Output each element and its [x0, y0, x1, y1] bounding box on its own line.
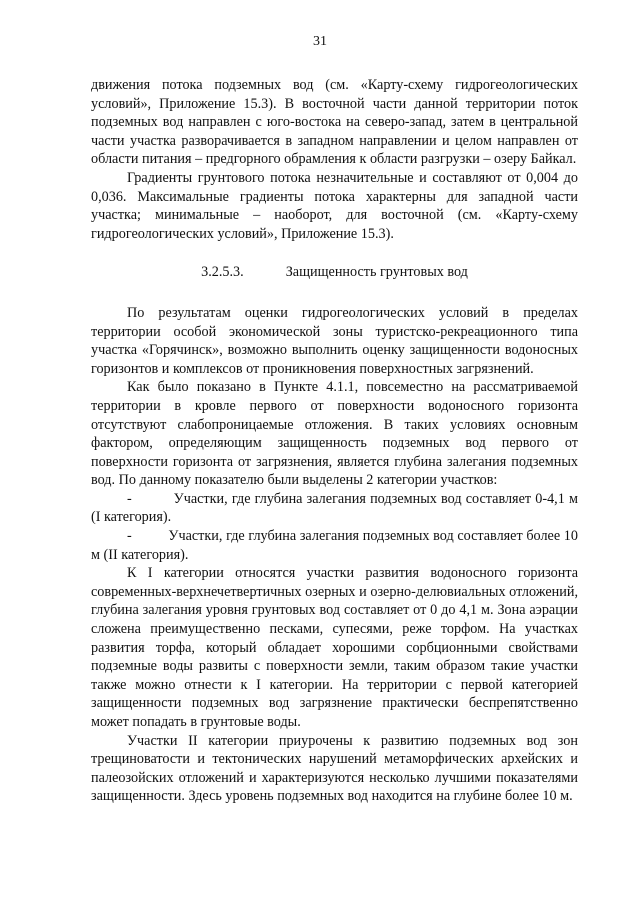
- paragraph-category-1-description: К I категории относятся участки развития водоносного горизонта современных-верхнечетвертичных озерных и озерно-делювиальных отложений, глубина залегания уровня грунтовых вод составляет от 0 до 4,1 м. Зона аэрации сложена преимущественно песками, супесями, реже торфом. На участках развития торфа, который обладает хорошими сорбционными свойствами подземные воды развиты с поверхности земли, таким образом такие участки также можно отнести к I категории. На территории с первой категорией защищенности подземных вод загрязнение практически беспрепятственно может попадать в грунтовые воды.: [91, 565, 578, 730]
- paragraph-flow-continuation: движения потока подземных вод (см. «Карту-схему гидрогеологических условий», Приложение 15.3). В восточной части данной территории поток подземных вод направлен с юго-востока на северо-запад, затем в центральной части участка разворачивается в западном направлении и целом направлен от области питания – предгорного обрамления к области разгрузки – озеру Байкал.: [91, 77, 578, 168]
- paragraph-categories-intro: Как было показано в Пункте 4.1.1, повсеместно на рассматриваемой территории в кровле первого от поверхности водоносного горизонта отсутствуют слабопроницаемые отложения. В таких условиях основным фактором, определяющим защищенность подземных вод первого от поверхности горизонта от загрязнения, является глубина залегания подземных вод. По данному показателю были выделены 2 категории участков:: [91, 379, 578, 489]
- list-item-category-2: - Участки, где глубина залегания подземных вод составляет более 10 м (II категория).: [91, 528, 578, 563]
- section-title: Защищенность грунтовых вод: [285, 264, 468, 281]
- section-heading: [91, 263, 578, 282]
- section-number: 3.2.5.3.: [201, 264, 244, 281]
- paragraph-gradients: Градиенты грунтового потока незначительные и составляют от 0,004 до 0,036. Максимальные градиенты потока характерны для западной части участка; минимальные – наоборот, для восточной (см. «Карту-схему гидрогеологических условий», Приложение 15.3).: [91, 169, 578, 242]
- paragraph-assessment: По результатам оценки гидрогеологических условий в пределах территории особой экономической зоны туристско-рекреационного типа участка «Горячинск», возможно выполнить оценку защищенности водоносных горизонтов и комплексов от проникновения поверхностных загрязнений.: [91, 304, 578, 377]
- document-body: [91, 76, 578, 806]
- list-item-category-1: - Участки, где глубина залегания подземных вод составляет 0-4,1 м (I категория).: [91, 490, 578, 526]
- paragraph-category-2-description: Участки II категории приурочены к развитию подземных вод зон трещиноватости и тектонических нарушений метаморфических архейских и палеозойских отложений и характеризуются несколько лучшими показателями защищенности. Здесь уровень подземных вод находится на глубине более 10 м.: [91, 732, 578, 805]
- page-number: 31: [313, 34, 327, 49]
